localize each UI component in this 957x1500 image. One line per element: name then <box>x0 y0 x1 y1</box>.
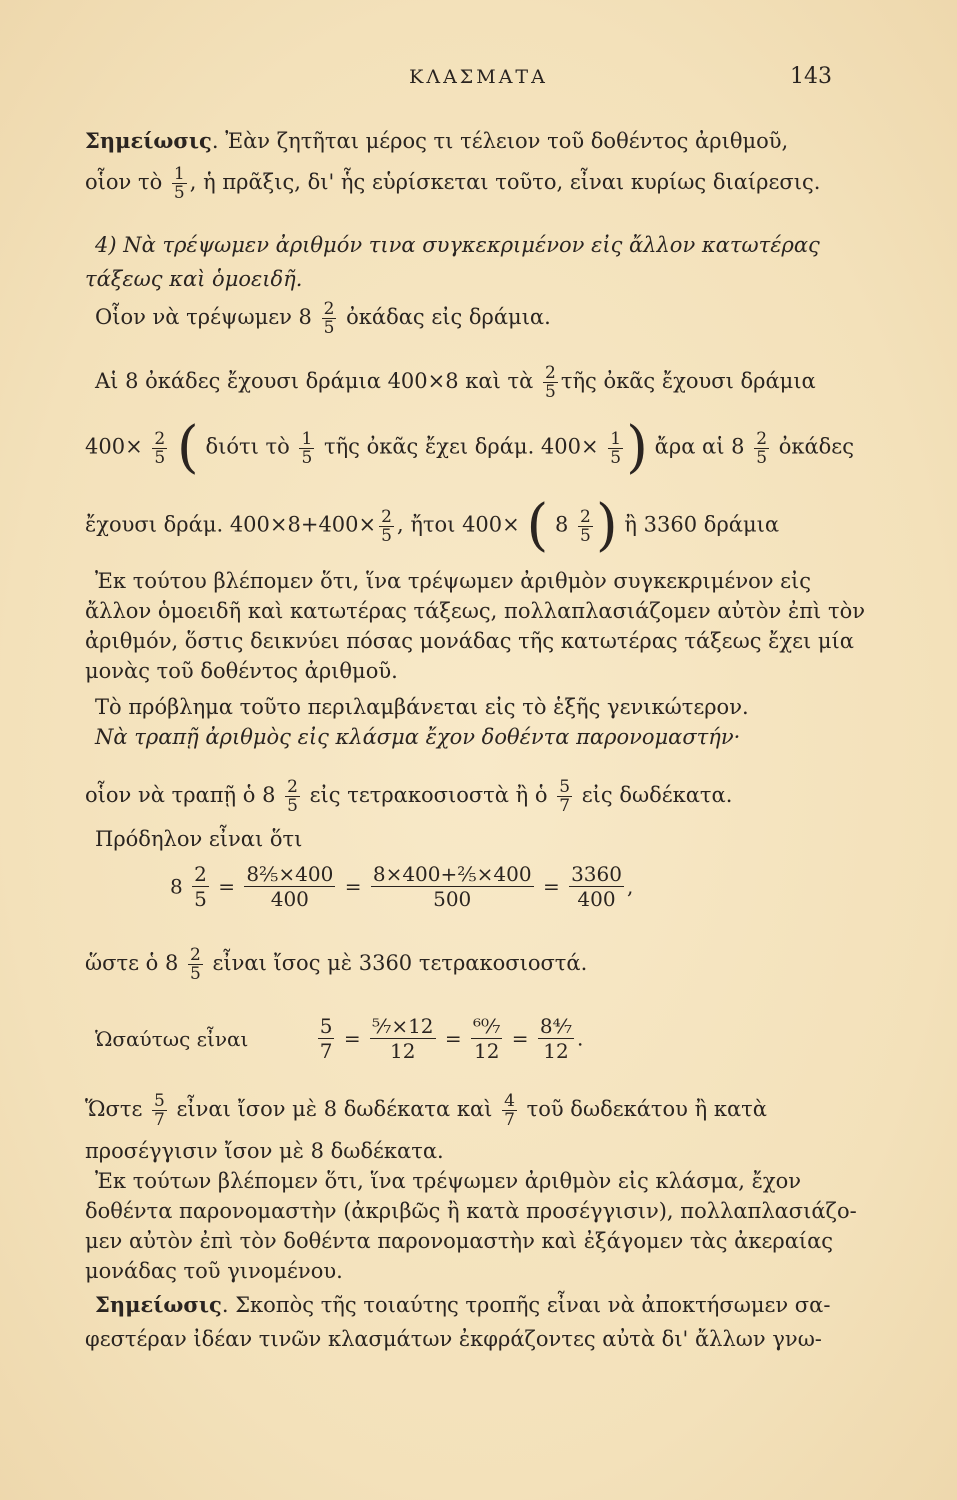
running-header: ΚΛΑΣΜΑΤΑ <box>409 66 548 88</box>
fraction: $\frac{2}{5}$ <box>194 862 207 911</box>
text-line: Αἱ 8 ὀκάδες ἔχουσι δράμια 400×8 καὶ τὰ $\frac{2}{5}$ τῆς ὀκᾶς ἔχουσι δράμια <box>95 363 816 402</box>
text-line: προσέγγισιν ἴσον μὲ 8 δωδέκατα. <box>85 1139 444 1163</box>
text-line: δοθέντα παρονομαστὴν (ἀκριβῶς ἢ κατὰ προσέγγισιν), πολλαπλασιάζο- <box>85 1199 857 1223</box>
text-line: Ἐκ τούτου βλέπομεν ὅτι, ἵνα τρέψωμεν ἀριθμὸν συγκεκριμένον εἰς <box>95 569 812 593</box>
left-paren: ( <box>526 493 549 558</box>
fraction: $\frac{4}{7}$ <box>504 1091 515 1130</box>
note-line-2: φεστέραν ἰδέαν τινῶν κλασμάτων ἐκφράζοντες αὐτὰ δι' ἄλλων γνω- <box>85 1327 822 1351</box>
fraction: $\frac{\text{8⁴⁄₇}}{12}$ <box>539 1014 573 1063</box>
fraction: $\frac{\text{⁶⁰⁄₇}}{12}$ <box>473 1014 501 1063</box>
fraction: $\frac{\text{8⅖×400}}{400}$ <box>246 862 334 911</box>
text-line: μεν αὐτὸν ἐπὶ τὸν δοθέντα παρονομαστὴν καὶ ἐξάγομεν τὰς ἀκεραίας <box>85 1229 834 1253</box>
fraction: $\frac{2}{5}$ <box>287 777 298 816</box>
fraction: $\frac{5}{7}$ <box>559 777 571 816</box>
note-line-1: Σημείωσις. Ἐὰν ζητῆται μέρος τι τέλειον τοῦ δοθέντος ἀριθμοῦ, <box>85 128 789 153</box>
text-line: ὥστε ὁ 8 $\frac{2}{5}$ εἶναι ἴσος μὲ 3360 τετρακοσιοστά. <box>85 945 588 984</box>
fraction: $\frac{3360}{400}$ <box>571 862 622 911</box>
fraction: $\frac{5}{7}$ <box>319 1014 333 1063</box>
right-paren: ) <box>626 415 648 480</box>
section-heading-line-1: 4) Νὰ τρέψωμεν ἀριθμόν τινα συγκεκριμένον εἰς ἄλλον κατωτέρας <box>95 233 820 257</box>
left-paren: ( <box>176 415 199 480</box>
equation-1: 8 $\frac{2}{5}$ = $\frac{\text{8⅖×400}}{400}$ = $\frac{\text{8×400+⅖×400}}{500}$ = $\frac{3360}{400}$ , <box>170 862 634 911</box>
text-line: μονὰς τοῦ δοθέντος ἀριθμοῦ. <box>85 659 398 683</box>
fraction: $\frac{1}{5}$ <box>610 428 622 468</box>
text-line: ἄλλον ὁμοειδῆ καὶ κατωτέρας τάξεως, πολλαπλασιάζομεν αὐτὸν ἐπὶ τὸν <box>85 599 865 623</box>
fraction: $\frac{1}{5}$ <box>301 428 313 468</box>
text-line: 400× $\frac{2}{5}$ ( διότι τὸ $\frac{1}{5}$ τῆς ὀκᾶς ἔχει δράμ. 400× $\frac{1}{5}$ ) ἄρα αἱ 8 $\frac{2}{5}$ ὀκάδες <box>85 415 854 480</box>
fraction: $\frac{2}{5}$ <box>190 945 201 984</box>
fraction: $\frac{2}{5}$ <box>756 428 768 468</box>
example-line: οἷον νὰ τραπῇ ὁ 8 $\frac{2}{5}$ εἰς τετρακοσιοστὰ ἢ ὁ $\frac{5}{7}$ εἰς δωδέκατα. <box>85 777 733 816</box>
section-heading-line-2: τάξεως καὶ ὁμοειδῆ. <box>85 267 303 291</box>
text-line: Ὥστε $\frac{5}{7}$ εἶναι ἴσον μὲ 8 δωδέκατα καὶ $\frac{4}{7}$ τοῦ δωδεκάτου ἢ κατὰ <box>85 1091 767 1130</box>
page-number: 143 <box>790 64 832 89</box>
note-line-2: οἷον τὸ $\frac{1}{5}$ , ἡ πρᾶξις, δι' ἧς εὑρίσκεται τοῦτο, εἶναι κυρίως διαίρεσις. <box>85 164 821 203</box>
fraction: $\frac{1}{5}$ <box>173 164 185 203</box>
text-line: Πρόδηλον εἶναι ὅτι <box>95 827 303 851</box>
fraction: $\frac{2}{5}$ <box>154 428 166 468</box>
example-line: Οἷον νὰ τρέψωμεν 8 $\frac{2}{5}$ ὀκάδας εἰς δράμια. <box>95 299 551 338</box>
note-label: Σημείωσις <box>95 1292 222 1317</box>
text-line: ἔχουσι δράμ. 400×8+400× $\frac{2}{5}$ , ἤτοι 400× ( 8 $\frac{2}{5}$ ) ἢ 3360 δράμια <box>85 493 780 558</box>
fraction: $\frac{5}{7}$ <box>154 1091 165 1130</box>
right-paren: ) <box>595 493 618 558</box>
note-line-1: Σημείωσις. Σκοπὸς τῆς τοιαύτης τροπῆς εἶναι νὰ ἀποκτήσωμεν σα- <box>95 1292 831 1317</box>
text-line: μονάδας τοῦ γινομένου. <box>85 1259 343 1283</box>
text-line: Ἐκ τούτων βλέπομεν ὅτι, ἵνα τρέψωμεν ἀριθμὸν εἰς κλάσμα, ἔχον <box>95 1169 801 1193</box>
equation-2: Ὡσαύτως εἶναι $\frac{5}{7}$ = $\frac{\text{⁵⁄₇×12}}{12}$ = $\frac{\text{⁶⁰⁄₇}}{12}$ = $\frac{\text{8⁴⁄₇}}{12}$ . <box>95 1014 584 1063</box>
fraction: $\frac{2}{5}$ <box>580 506 591 546</box>
text-line: ἀριθμόν, ὅστις δεικνύει πόσας μονάδας τῆς κατωτέρας τάξεως ἔχει μία <box>85 629 854 653</box>
section-heading: Νὰ τραπῇ ἀριθμὸς εἰς κλάσμα ἔχον δοθέντα παρονομαστήν· <box>95 725 741 749</box>
fraction: $\frac{\text{8×400+⅖×400}}{500}$ <box>372 862 532 911</box>
note-label: Σημείωσις <box>85 128 212 153</box>
text-line: Τὸ πρόβλημα τοῦτο περιλαμβάνεται εἰς τὸ ἑξῆς γενικώτερον. <box>95 695 749 719</box>
fraction: $\frac{2}{5}$ <box>323 299 335 338</box>
fraction: $\frac{2}{5}$ <box>545 363 556 402</box>
fraction: $\frac{2}{5}$ <box>381 506 392 546</box>
fraction: $\frac{\text{⁵⁄₇×12}}{12}$ <box>371 1014 434 1063</box>
